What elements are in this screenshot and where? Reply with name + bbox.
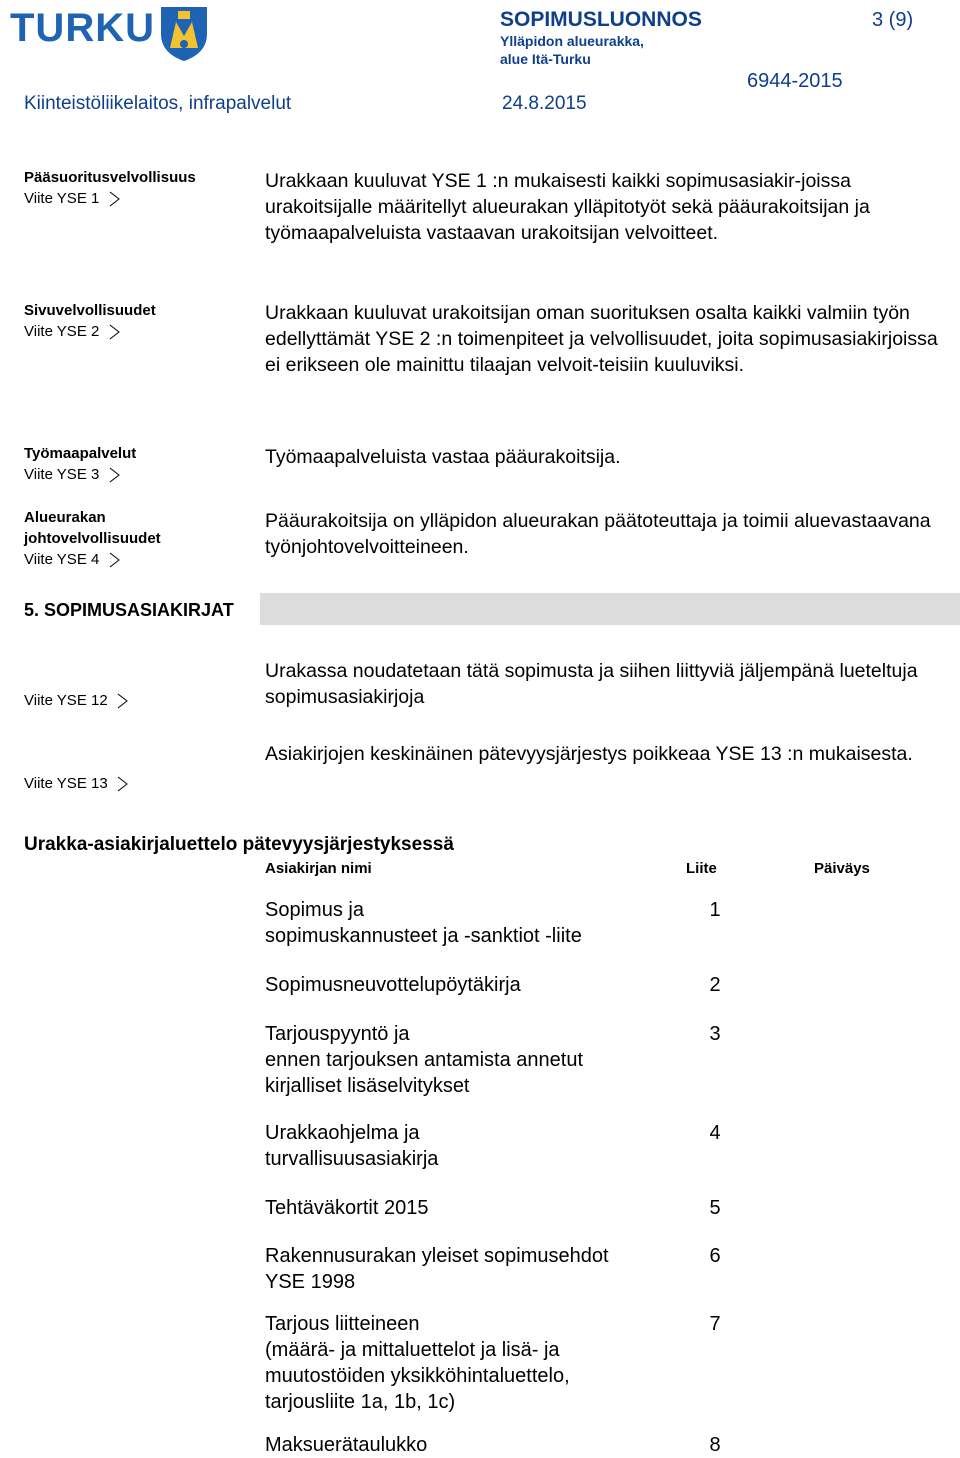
document-row-attachment-number: 1 [709, 899, 721, 921]
document-reference-icon [116, 693, 130, 709]
document-list-title: Urakka-asiakirjaluettelo pätevyysjärjestyksessä [24, 834, 454, 855]
document-row-attachment-number: 2 [709, 974, 721, 996]
section-heading: Sivuvelvollisuudet [24, 302, 156, 319]
document-subtitle-2: alue Itä-Turku [500, 51, 591, 67]
document-subtitle-1: Ylläpidon alueurakka, [500, 33, 644, 49]
document-number: 6944-2015 [747, 70, 843, 92]
document-reference-icon [108, 467, 122, 483]
section-label-4 [24, 507, 161, 570]
document-reference-icon [116, 776, 130, 792]
document-row-attachment-number: 6 [709, 1245, 721, 1267]
document-reference-icon [108, 324, 122, 340]
section-text-4: Pääurakoitsija on ylläpidon alueurakan päätoteuttaja ja toimii aluevastaavana työnjohtovelvoitteineen. [265, 510, 931, 558]
section-label-2 [24, 300, 156, 342]
section-heading-line2: johtovelvollisuudet [24, 530, 161, 547]
document-row-attachment-number: 5 [709, 1197, 721, 1219]
document-row-name: Tehtäväkortit 2015 [265, 1197, 429, 1219]
column-header-date: Päiväys [814, 860, 870, 877]
document-row-attachment-number: 3 [709, 1023, 721, 1045]
section-5-ref-2 [24, 773, 130, 794]
document-row-attachment-number: 8 [709, 1434, 721, 1456]
document-row-name: Maksuerätaulukko [265, 1434, 428, 1456]
section-reference: Viite YSE 12 [24, 692, 108, 709]
column-header-name: Asiakirjan nimi [265, 860, 372, 877]
section-heading: Työmaapalvelut [24, 445, 137, 462]
document-row-attachment-number: 7 [709, 1313, 721, 1335]
document-row-name: Sopimus ja sopimuskannusteet ja -sanktiot -liite [265, 899, 582, 947]
section-heading: Pääsuoritusvelvollisuus [24, 169, 196, 186]
section-reference: Viite YSE 1 [24, 190, 100, 207]
section-text-1: Urakkaan kuuluvat YSE 1 :n mukaisesti kaikki sopimusasiakir-joissa urakoitsijalle määritellyt alueurakan ylläpitotyöt sekä pääurakoitsijan ja työmaapalveluista vastaavan urakoitsijan velvoitteet. [265, 170, 870, 244]
document-row-name: Tarjous liitteineen (määrä- ja mittaluettelot ja lisä- ja muutostöiden yksikköhintaluettelo, tarjousliite 1a, 1b, 1c) [265, 1313, 570, 1413]
document-date: 24.8.2015 [502, 93, 587, 114]
section-text-2: Urakkaan kuuluvat urakoitsijan oman suorituksen osalta kaikki valmiin työn edellyttämät YSE 2 :n toimenpiteet ja velvollisuudet, joita sopimusasiakirjoissa ei erikseen ole mainittu tilaajan velvoit-teisiin kuuluviksi. [265, 302, 938, 376]
section-label-3 [24, 443, 136, 485]
section-reference: Viite YSE 3 [24, 466, 100, 483]
section-reference: Viite YSE 2 [24, 323, 100, 340]
section-reference: Viite YSE 4 [24, 551, 100, 568]
section-heading-line1: Alueurakan [24, 509, 106, 526]
turku-crest-icon [158, 4, 210, 62]
document-row-name: Urakkaohjelma ja turvallisuusasiakirja [265, 1122, 439, 1170]
page-number: 3 (9) [872, 9, 914, 31]
organization-name: Kiinteistöliikelaitos, infrapalvelut [24, 93, 292, 114]
section-reference: Viite YSE 13 [24, 775, 108, 792]
section-5-text-2: Asiakirjojen keskinäinen pätevyysjärjestys poikkeaa YSE 13 :n mukaisesta. [265, 743, 913, 765]
document-title: SOPIMUSLUONNOS [500, 8, 702, 31]
section-5-text-1: Urakassa noudatetaan tätä sopimusta ja siihen liittyviä jäljempänä lueteltuja sopimusasiakirjoja [265, 660, 918, 708]
turku-logo-text: TURKU [10, 6, 155, 50]
document-row-name: Rakennusurakan yleiset sopimusehdot YSE 1998 [265, 1245, 609, 1293]
document-reference-icon [108, 191, 122, 207]
document-row-name: Sopimusneuvottelupöytäkirja [265, 974, 521, 996]
section-label-1 [24, 167, 196, 209]
section-5-ref-1 [24, 690, 130, 711]
column-header-attachment: Liite [686, 860, 717, 877]
section-5-title: 5. SOPIMUSASIAKIRJAT [24, 600, 234, 620]
document-reference-icon [108, 552, 122, 568]
document-row-name: Tarjouspyyntö ja ennen tarjouksen antamista annetut kirjalliset lisäselvitykset [265, 1023, 583, 1097]
document-row-attachment-number: 4 [709, 1122, 721, 1144]
section-text-3: Työmaapalveluista vastaa pääurakoitsija. [265, 446, 621, 468]
